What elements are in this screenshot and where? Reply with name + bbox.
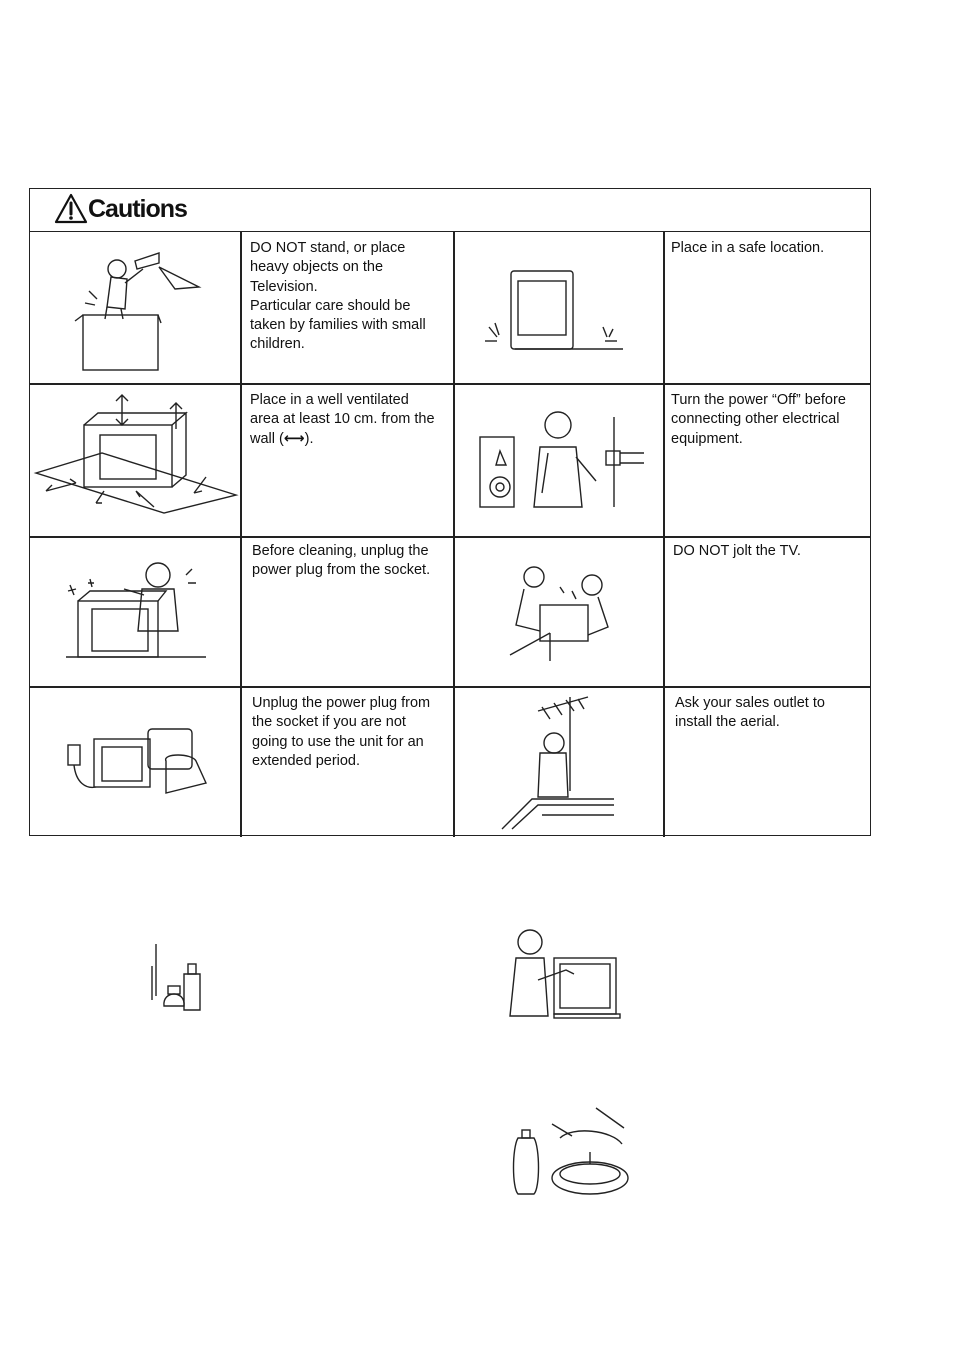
tv-safe-location-illustration xyxy=(485,269,630,351)
double-arrow-icon: ⟷ xyxy=(283,430,305,447)
wringing-cloth-illustration xyxy=(512,1108,636,1198)
column-divider xyxy=(663,232,665,837)
cautions-title: Cautions xyxy=(88,195,187,223)
warning-triangle-icon xyxy=(54,193,88,225)
row-divider xyxy=(30,536,870,538)
caution-text-3 xyxy=(250,391,440,449)
row-divider xyxy=(30,686,870,688)
column-divider xyxy=(453,232,455,837)
connecting-equipment-illustration xyxy=(478,407,648,509)
caution-text-8: Ask your sales outlet to install the aerial. xyxy=(675,695,825,731)
caution-text-6: DO NOT jolt the TV. xyxy=(673,543,801,559)
row-divider xyxy=(30,383,870,385)
caution-text-2: Place in a safe location. xyxy=(671,240,825,256)
cleaning-tv-illustration xyxy=(66,561,206,661)
aerial-installation-illustration xyxy=(502,697,614,829)
ventilation-space-illustration xyxy=(36,395,236,515)
caution-text-7: Unplug the power plug from the socket if you are not going to use the unit for an extended period. xyxy=(252,695,431,769)
unplug-extended-period-illustration xyxy=(66,723,216,803)
caution-text-3-main: Place in a well ventilated area at least 10 cm. from the wall ( xyxy=(250,392,435,447)
moving-tv-carefully-illustration xyxy=(510,565,610,665)
caution-text-4: Turn the power “Off” before connecting other electrical equipment. xyxy=(671,392,846,447)
child-climbing-tv-illustration xyxy=(75,247,205,372)
column-divider xyxy=(240,232,242,837)
cautions-header xyxy=(30,189,870,232)
cleaning-solvents-illustration xyxy=(148,944,208,1014)
caution-text-3-suffix: ). xyxy=(304,430,314,447)
caution-text-1: DO NOT stand, or place heavy objects on the Television. Particular care should be taken by families with small children. xyxy=(250,240,426,353)
cautions-panel xyxy=(29,188,871,836)
wiping-screen-illustration xyxy=(508,928,624,1018)
caution-text-5: Before cleaning, unplug the power plug from the socket. xyxy=(252,543,431,579)
